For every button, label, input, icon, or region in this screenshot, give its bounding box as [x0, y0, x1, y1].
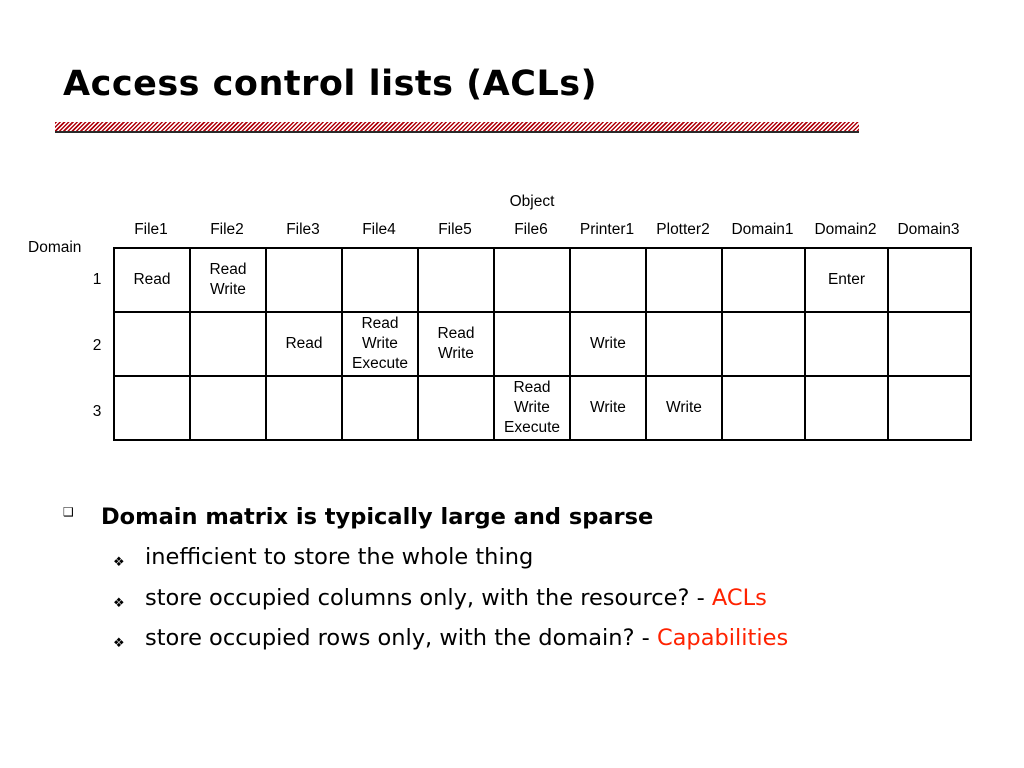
sub-bullet-accent: Capabilities	[656, 625, 789, 651]
matrix-body	[114, 248, 971, 440]
four-diamond-bullet-icon: ❖	[113, 636, 125, 651]
matrix-cell: Read Write Execute	[494, 376, 570, 440]
sub-bullet	[145, 544, 533, 570]
access-matrix-table	[113, 247, 972, 441]
column-header: File5	[438, 221, 472, 238]
matrix-cell: Write	[646, 376, 722, 440]
matrix-cell	[418, 376, 494, 440]
matrix-row	[114, 312, 971, 376]
matrix-cell: Read Write	[190, 248, 266, 312]
column-header: File4	[362, 221, 396, 238]
matrix-cell: Enter	[805, 248, 888, 312]
matrix-cell	[418, 248, 494, 312]
column-header: Domain2	[814, 221, 877, 238]
matrix-cell	[722, 376, 805, 440]
hollow-square-bullet-icon: ❑	[63, 505, 74, 519]
matrix-cell: Read	[266, 312, 342, 376]
sub-bullet	[145, 585, 767, 611]
matrix-cell	[888, 376, 971, 440]
matrix-cell	[190, 376, 266, 440]
domain-axis-label: Domain	[28, 239, 82, 256]
sub-bullet	[145, 625, 788, 651]
column-header: Domain3	[897, 221, 960, 238]
slide-title: Access control lists (ACLs)	[63, 64, 598, 104]
row-label: 1	[92, 271, 102, 288]
matrix-cell	[570, 248, 646, 312]
matrix-cell: Write	[570, 312, 646, 376]
column-header: File6	[514, 221, 548, 238]
sub-bullet-text: store occupied columns only, with the resource? -	[145, 585, 712, 611]
matrix-cell	[805, 376, 888, 440]
main-bullet-text: Domain matrix is typically large and sparse	[101, 504, 654, 530]
matrix-cell	[114, 376, 190, 440]
object-axis-label: Object	[509, 193, 555, 210]
matrix-row	[114, 248, 971, 312]
column-header: Plotter2	[656, 221, 710, 238]
column-header: File3	[286, 221, 320, 238]
matrix-cell	[266, 248, 342, 312]
matrix-cell	[646, 312, 722, 376]
column-header: File1	[134, 221, 168, 238]
matrix-row	[114, 376, 971, 440]
sub-bullet-text: store occupied rows only, with the domain? -	[145, 625, 657, 651]
column-header: File2	[210, 221, 244, 238]
sub-bullet-text: inefficient to store the whole thing	[145, 544, 534, 570]
matrix-cell	[646, 248, 722, 312]
sub-bullet-accent: ACLs	[711, 585, 767, 611]
row-label: 3	[92, 403, 102, 420]
matrix-cell: Write	[570, 376, 646, 440]
matrix-cell	[722, 312, 805, 376]
matrix-cell	[494, 312, 570, 376]
matrix-cell	[888, 248, 971, 312]
matrix-cell	[342, 376, 418, 440]
matrix-cell: Read Write	[418, 312, 494, 376]
matrix-cell	[342, 248, 418, 312]
matrix-cell	[722, 248, 805, 312]
matrix-cell: Read Write Execute	[342, 312, 418, 376]
title-underline-rule	[55, 122, 859, 133]
matrix-cell	[114, 312, 190, 376]
four-diamond-bullet-icon: ❖	[113, 596, 125, 611]
matrix-cell	[805, 312, 888, 376]
matrix-cell	[190, 312, 266, 376]
column-header: Printer1	[579, 221, 635, 238]
matrix-cell	[888, 312, 971, 376]
matrix-cell	[266, 376, 342, 440]
matrix-cell: Read	[114, 248, 190, 312]
four-diamond-bullet-icon: ❖	[113, 555, 125, 570]
matrix-cell	[494, 248, 570, 312]
row-label: 2	[92, 337, 102, 354]
column-header: Domain1	[731, 221, 794, 238]
